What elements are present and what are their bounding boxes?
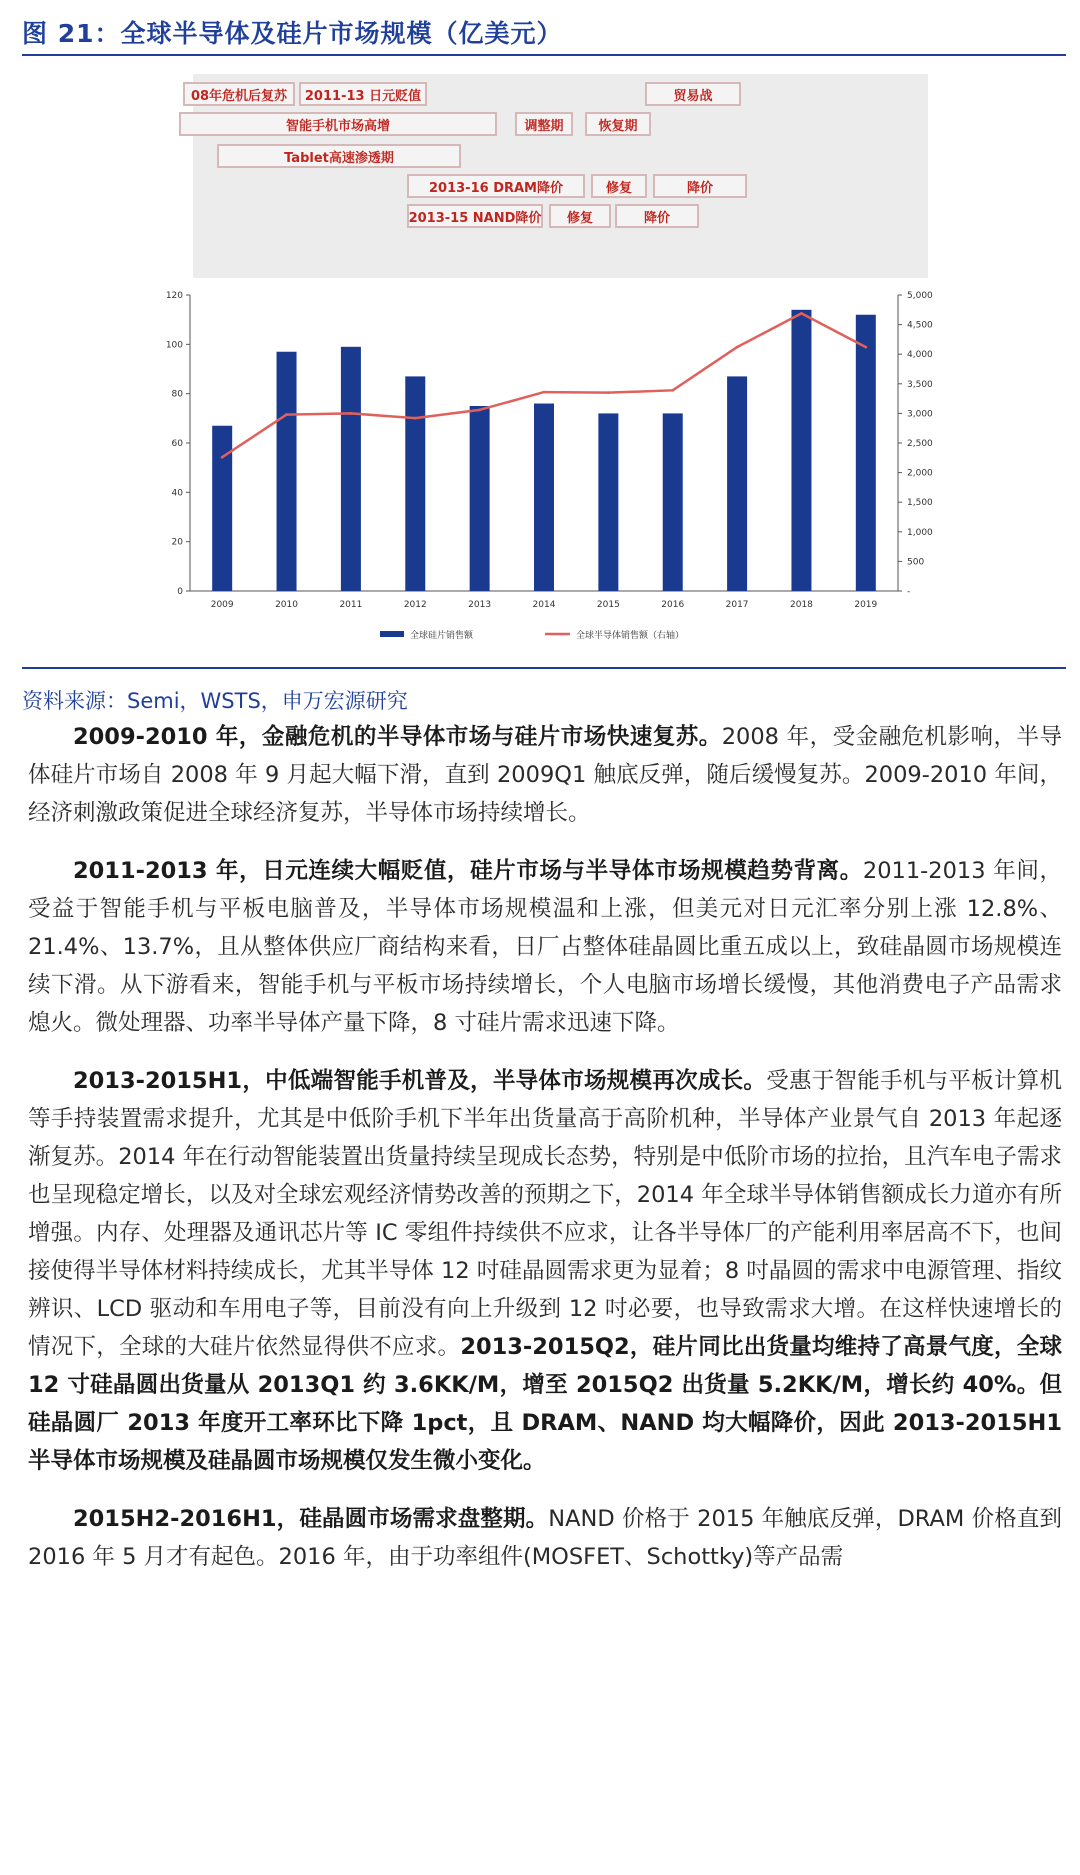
left-tick-label: 60 — [171, 439, 183, 449]
right-tick-label: 2,000 — [907, 468, 933, 479]
x-tick-label: 2018 — [790, 600, 813, 610]
x-tick-label: 2011 — [339, 600, 363, 610]
legend-label-line: 全球半导体销售额（右轴） — [576, 631, 685, 641]
paragraph-lead: 2015H2-2016H1，硅晶圆市场需求盘整期。 — [73, 1506, 549, 1532]
x-tick-label: 2010 — [275, 600, 298, 610]
timeline-label: 调整期 — [515, 112, 573, 136]
right-tick-label: 5,000 — [907, 291, 933, 301]
right-tick-label: 4,000 — [907, 350, 933, 361]
paragraph-conclusion: 2013-2015Q2，硅片同比出货量均维持了高景气度，全球 12 寸硅晶圆出货量从 2013Q1 约 3.6KK/M，增至 2015Q2 出货量 5.2KK/M，增长约 40%。但硅晶圆厂 2013 年度开工率环比下降 1pct，且 DRAM、NAND 均大幅降价，因此 2013-2015H1 半导体市场规模及硅晶圆市场规模仅发生微小变化。 — [28, 1334, 1062, 1474]
point-semiconductor-2019 — [864, 346, 867, 349]
paragraph-2011-2013 — [28, 852, 1062, 1042]
paragraph-2009-2010 — [28, 718, 1062, 832]
timeline-label: Tablet高速渗透期 — [217, 144, 461, 168]
right-tick-label: 1,500 — [907, 498, 933, 509]
timeline-label: 贸易战 — [645, 82, 741, 106]
timeline-label: 智能手机市场高增 — [179, 112, 497, 136]
right-tick-label: 3,500 — [907, 379, 933, 390]
right-tick-label: 500 — [907, 557, 925, 568]
bar-silicon-2017 — [727, 376, 747, 591]
legend-swatch-bar — [380, 631, 404, 637]
bar-silicon-2011 — [341, 347, 361, 591]
bar-silicon-2016 — [663, 413, 683, 591]
point-semiconductor-2017 — [736, 346, 739, 349]
x-tick-label: 2012 — [403, 600, 427, 610]
right-tick-label: - — [907, 587, 911, 597]
body-text — [28, 718, 1062, 1596]
point-semiconductor-2016 — [671, 389, 674, 392]
timeline-label: 修复 — [591, 174, 647, 198]
legend-label-bar: 全球硅片销售额 — [410, 631, 474, 641]
x-tick-label: 2015 — [596, 600, 620, 610]
x-tick-label: 2009 — [210, 600, 234, 610]
figure-title: 图 21：全球半导体及硅片市场规模（亿美元） — [22, 19, 563, 48]
bar-silicon-2019 — [856, 315, 876, 591]
point-semiconductor-2015 — [607, 391, 610, 394]
right-tick-label: 2,500 — [907, 439, 933, 449]
x-tick-label: 2014 — [532, 600, 556, 610]
paragraph-body: 2011-2013 年间，受益于智能手机与平板电脑普及，半导体市场规模温和上涨，但美元对日元汇率分别上涨 12.8%、21.4%、13.7%，且从整体供应厂商结构来看，日厂占整体硅晶圆比重五成以上，致硅晶圆市场规模连续下滑。从下游看来，智能手机与平板市场持续增长，个人电脑市场增长缓慢，其他消费电子产品需求熄火。微处理器、功率半导体产量下降，8 寸硅片需求迅速下降。 — [28, 858, 1063, 1036]
timeline-label: 恢复期 — [585, 112, 651, 136]
bar-silicon-2014 — [534, 404, 554, 591]
left-tick-label: 0 — [177, 587, 183, 597]
figure-bottom-rule — [22, 667, 1066, 669]
point-semiconductor-2010 — [285, 413, 288, 416]
x-tick-label: 2013 — [468, 600, 492, 610]
timeline-label: 降价 — [615, 204, 699, 228]
paragraph-2015-2016 — [28, 1500, 1062, 1576]
left-tick-label: 100 — [165, 340, 183, 351]
timeline-label: 修复 — [549, 204, 611, 228]
paragraph-body: NAND 价格于 2015 年触底反弹，DRAM 价格直到 2016 年 5 月才有起色。2016 年，由于功率组件(MOSFET、Schottky)等产品需 — [28, 1506, 1062, 1570]
paragraph-body: 受惠于智能手机与平板计算机等手持装置需求提升，尤其是中低阶手机下半年出货量高于高阶机种，半导体产业景气自 2013 年起逐渐复苏。2014 年在行动智能装置出货量持续呈现成长态势，特别是中低阶市场的拉抬，且汽车电子需求也呈现稳定增长，以及对全球宏观经济情势改善的预期之下，2014 年全球半导体销售额成长力道亦有所增强。内存、处理器及通讯芯片等 IC 零组件持续供不应求，让各半导体厂的产能利用率居高不下，也间接使得半导体材料持续成长，尤其半导体 12 吋硅晶圆需求更为显着；8 吋晶圆的需求中电源管理、指纹辨识、LCD 驱动和车用电子等，目前没有向上升级到 12 吋必要，也导致需求大增。在这样快速增长的情况下，全球的大硅片依然显得供不应求。 — [28, 1068, 1062, 1360]
paragraph-lead: 2013-2015H1，中低端智能手机普及，半导体市场规模再次成长。 — [73, 1068, 767, 1094]
point-semiconductor-2009 — [221, 456, 224, 459]
timeline-label: 2013-16 DRAM降价 — [407, 174, 585, 198]
bar-silicon-2013 — [470, 406, 490, 591]
bar-silicon-2012 — [405, 376, 425, 591]
timeline-label: 降价 — [653, 174, 747, 198]
point-semiconductor-2011 — [350, 412, 353, 415]
right-tick-label: 4,500 — [907, 320, 933, 331]
bar-silicon-2015 — [598, 413, 618, 591]
paragraph-2013-2015 — [28, 1062, 1062, 1480]
timeline-label: 2013-15 NAND降价 — [407, 204, 543, 228]
left-tick-label: 120 — [165, 291, 183, 301]
paragraph-lead: 2011-2013 年，日元连续大幅贬值，硅片市场与半导体市场规模趋势背离。 — [73, 858, 863, 884]
timeline-label: 2011-13 日元贬值 — [299, 82, 427, 106]
combo-chart — [160, 287, 950, 657]
bar-silicon-2018 — [791, 310, 811, 591]
left-tick-label: 80 — [171, 389, 183, 400]
bar-silicon-2010 — [277, 352, 297, 591]
source-note: 资料来源：Semi，WSTS，申万宏源研究 — [22, 689, 408, 713]
timeline-panel — [190, 74, 928, 278]
paragraph-body: 2008 年，受金融危机影响，半导体硅片市场自 2008 年 9 月起大幅下滑，直到 2009Q1 触底反弹，随后缓慢复苏。2009-2010 年间，经济刺激政策促进全球经济复苏，半导体市场持续增长。 — [28, 724, 1062, 826]
x-tick-label: 2019 — [854, 600, 878, 610]
point-semiconductor-2012 — [414, 417, 417, 420]
left-tick-label: 20 — [171, 537, 183, 548]
timeline-label: 08年危机后复苏 — [183, 82, 295, 106]
point-semiconductor-2018 — [800, 312, 803, 315]
paragraph-lead: 2009-2010 年，金融危机的半导体市场与硅片市场快速复苏。 — [73, 724, 722, 750]
bar-silicon-2009 — [212, 426, 232, 591]
right-tick-label: 3,000 — [907, 409, 933, 420]
right-tick-label: 1,000 — [907, 527, 933, 538]
title-rule — [22, 54, 1066, 56]
point-semiconductor-2013 — [478, 408, 481, 411]
x-tick-label: 2017 — [725, 600, 749, 610]
x-tick-label: 2016 — [661, 600, 685, 610]
left-tick-label: 40 — [171, 488, 183, 499]
point-semiconductor-2014 — [543, 391, 546, 394]
